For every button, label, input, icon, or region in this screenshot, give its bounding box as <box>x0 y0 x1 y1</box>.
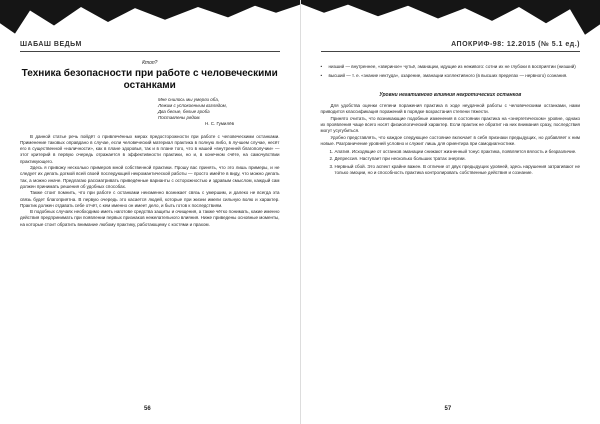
ornament-decoration <box>0 0 300 58</box>
numbered-list <box>335 149 581 176</box>
epigraph-line: Лежим с успокоенным взглядом, <box>158 103 227 109</box>
paragraph: Для удобства оценки степени поражения практика в ходе неудачной работы с человеческими останками, нами приводится классификация поражений в порядке возрастания степени тяжести. <box>320 103 580 115</box>
right-content <box>321 60 581 394</box>
paragraph: В данной статье речь пойдёт о привлечённых мерах предосторожности при работе с человеческими останками. Применение таковых оправдано в случае, если человеческий материал практика в полную либо, в лучшем случае, несёт его в существенной «наличности», как в плане здоровья, так и в плане того, что в нашей «внутренней благополучии» — этот критерий в первую очередь отражается в эффективности практики, но и, в конечном счёте, на самочувствии практикующего. <box>20 133 280 164</box>
epigraph <box>158 97 280 121</box>
running-head: АПОКРИФ-98: 12.2015 (№ 5.1 ед.) <box>451 41 580 48</box>
ornament-decoration <box>301 0 600 58</box>
bullet-list <box>321 64 581 80</box>
header-rule <box>20 51 280 52</box>
running-head: ШАБАШ ВЕДЬМ <box>20 41 82 48</box>
paragraph: Принято считать, что возникающие подобные изменения в состоянии практика на «энергетическом» уровне, однако их проявления чаще всего носят физиологический характер. Если практик не обратит на них внимания сразу, последствия могут усугубиться. <box>320 115 580 134</box>
list-item: 3. Нервный сбой. Это аспект крайне важен. В отличие от двух предыдущих уровней, здесь нарушения затрагивают не только эмоции, но и способность практика контролировать собственные действия и сознание. <box>335 164 581 177</box>
left-content <box>20 60 280 394</box>
epigraph-line: Поставлены рядом. <box>158 115 201 121</box>
rubric: Ктоп? <box>142 60 158 66</box>
section-title: Уровни негативного влияния некротических останков <box>379 91 522 98</box>
list-item: 1. Апатия. Исходящие от останков эманации снижают жизненный тонус практика, появляется вялость и безразличие. <box>335 149 581 155</box>
epigraph-line: Два белые, белые гроба <box>158 109 210 115</box>
epigraph-author: Н. С. Гумилёв <box>205 121 234 127</box>
page-number: 57 <box>444 406 452 412</box>
page-number: 56 <box>144 406 151 412</box>
header-rule <box>321 51 581 52</box>
epigraph-line: Мне снилось мы умерли оба, <box>158 97 220 103</box>
paragraph: Здесь я привожу несколько примеров мной собственной практики. Прошу вас принять, что это лишь примеры, и не следует их делать догмой всей своей последующей некромантической работы — просто имейте в виду, что можно делать так, а можно иначе. Предлагаю рассматривать приведённые варианты с осторожностью и здравым смыслом, каждый сам должен принимать решения об удобных способах. <box>20 165 280 189</box>
list-item: 2. Депрессия. Наступает при несколько больших тратах энергии. <box>335 156 581 162</box>
list-item: • низший — внутреннее, «звериное» чутьё, эманации, идущие из неживого: сотни их не глубоки в восприятии (низший) <box>321 64 581 70</box>
paragraph: Также стоит помнить, что при работе с останками неизменно возникает связь с умершим, и далеко не всегда эта связь будет благоприятна. В первую очередь это касается людей, которые при жизни имели сильную волю и характер. Практик должен отдавать себе отчёт, с кем именно он имеет дело, и быть готов к последствиям. <box>20 190 280 208</box>
list-item: • высший — т. е. «знание нектуда», озарение, эманации коллективного (в высших пределах — нервного) сознания. <box>321 73 581 79</box>
article-title: Техника безопасности при работе с человеческими останками <box>21 68 278 91</box>
paragraph: В подобных случаях необходимо иметь наготове средства защиты и очищения, а также чётко понимать, какие именно действия предпринимать при появлении первых признаков нежелательного влияния. Ниже приведены основные моменты, на которые стоит обратить внимание любому практику, работающему с костями и прахом. <box>20 209 280 227</box>
right-page <box>301 0 600 424</box>
paragraph: Удобно представлять, что каждое следующее состояние включает в себя признаки предыдущих, но добавляет к ним новые. Разграничение уровней условно и служит лишь для ориентира при самодиагностике. <box>320 134 580 146</box>
